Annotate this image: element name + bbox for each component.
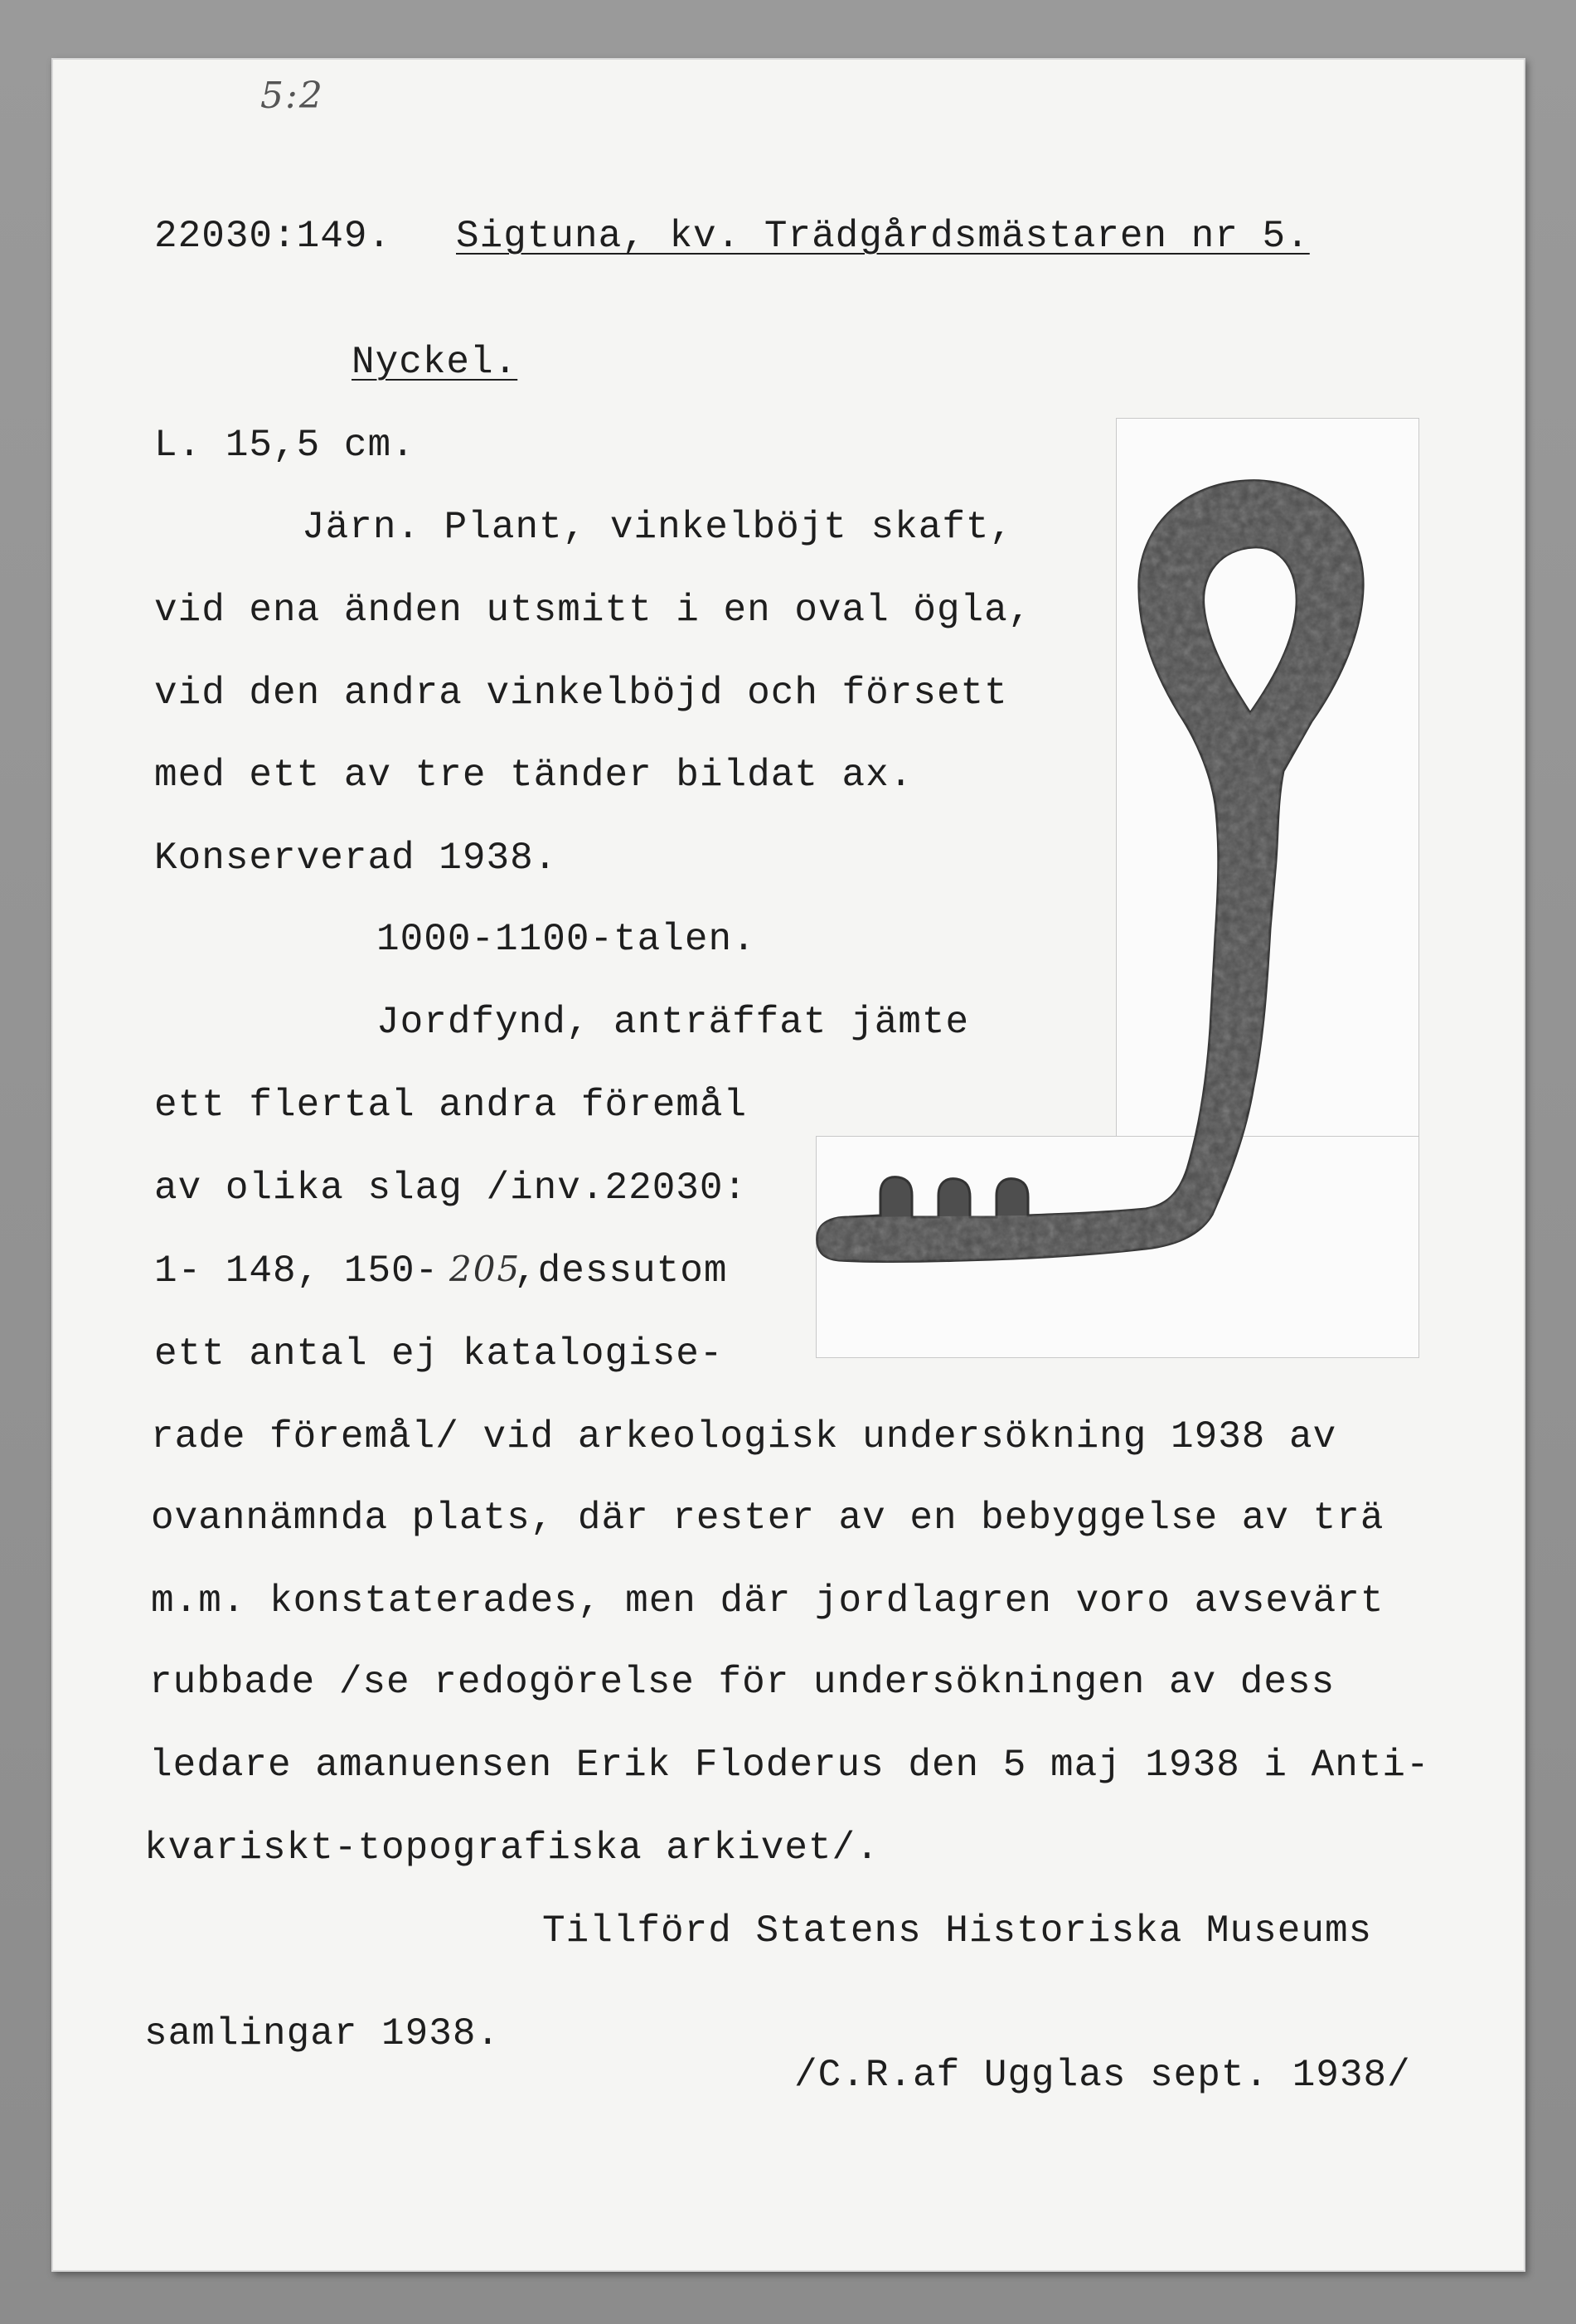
body-line-4: med ett av tre tänder bildat ax. [154,754,914,797]
body-line-11: ett antal ej katalogise- [154,1332,724,1375]
dating-line: 1000-1100-talen. [376,918,756,961]
body-line-1: Järn. Plant, vinkelböjt skaft, [302,506,1014,549]
body-line-8: ett flertal andra föremål [154,1084,748,1127]
body-line-14: m.m. konstaterades, men där jordlagren voro avsevärt [151,1579,1384,1623]
body-line-12: rade föremål/ vid arkeologisk undersökning 1938 av [151,1415,1337,1458]
body-line-7: Jordfynd, anträffat jämte [376,1001,970,1044]
body-line-15: rubbade /se redogörelse för undersökningen av dess [149,1661,1336,1704]
body-line-3: vid den andra vinkelböjd och försett [154,672,1008,715]
body-line-13: ovannämnda plats, där rester av en bebyggelse av trä [151,1497,1384,1540]
location-heading: Sigtuna, kv. Trädgårdsmästaren nr 5. [456,215,1310,258]
inventory-number: 22030:149. [154,215,392,258]
object-name: Nyckel. [352,341,518,384]
body-line-5: Konserverad 1938. [154,837,558,880]
body-line-2: vid ena änden utsmitt i en oval ögla, [154,589,1032,632]
key-shape [817,481,1363,1262]
body-line-16: ledare amanuensen Erik Floderus den 5 maj 1938 i Anti- [149,1744,1430,1787]
body-line-10b: ,dessutom [514,1249,728,1293]
body-line-10a: 1- 148, 150- [154,1249,439,1293]
body-line-17: kvariskt-topografiska arkivet/. [144,1827,880,1870]
body-line-19: samlingar 1938. [144,2012,501,2055]
body-line-18: Tillförd Statens Historiska Museums [542,1909,1373,1953]
page-mark: 5:2 [260,75,324,117]
catalog-card [51,58,1525,2272]
length-measure: L. 15,5 cm. [154,424,415,467]
body-line-9: av olika slag /inv.22030: [154,1167,748,1210]
key-photo [51,58,1525,2272]
handwritten-insert: 205 [449,1249,521,1289]
signature: /C.R.af Ugglas sept. 1938/ [794,2054,1411,2097]
